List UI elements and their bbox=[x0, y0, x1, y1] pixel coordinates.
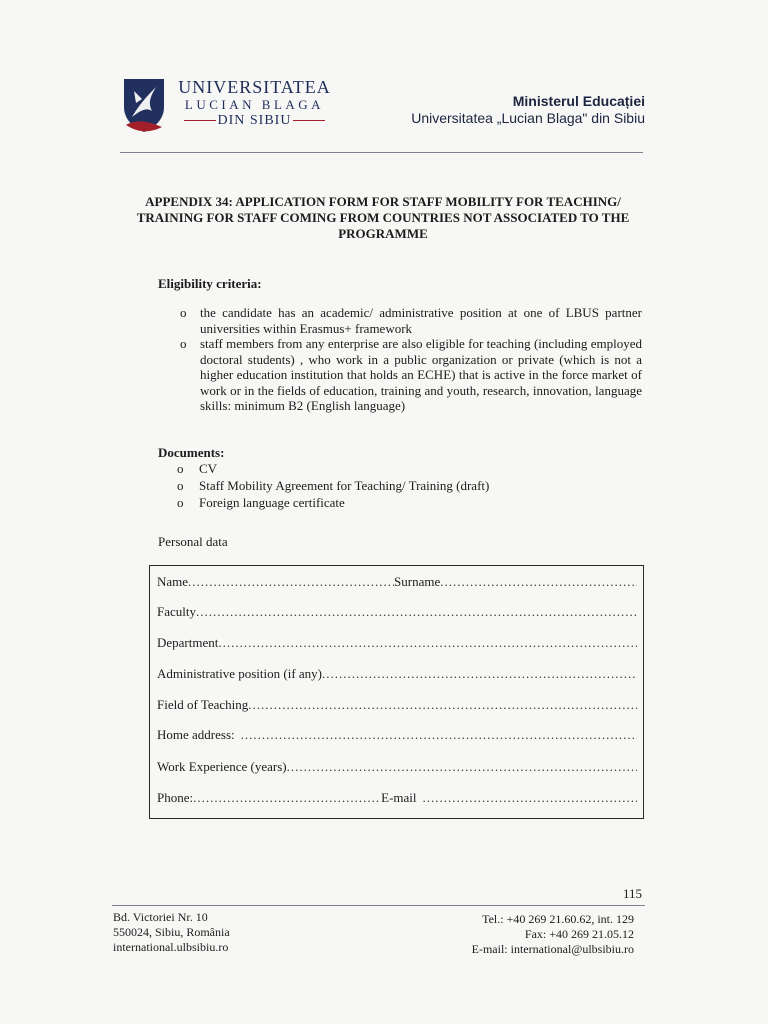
email-field[interactable] bbox=[423, 790, 637, 806]
department-label: Department bbox=[157, 635, 219, 650]
address-line: 550024, Sibiu, România bbox=[113, 925, 230, 939]
documents-list bbox=[177, 460, 489, 511]
field-of-teaching-label: Field of Teaching bbox=[157, 697, 249, 712]
website-link[interactable]: international.ulbsibiu.ro bbox=[113, 940, 229, 954]
university-name: Universitatea „Lucian Blaga" din Sibiu bbox=[411, 110, 645, 126]
ministry-header bbox=[411, 93, 645, 127]
name-label: Name bbox=[157, 574, 189, 589]
phone-email-row[interactable] bbox=[157, 790, 637, 806]
circle-bullet-icon: o bbox=[177, 461, 184, 476]
university-crest-icon bbox=[122, 77, 166, 133]
department-field[interactable] bbox=[218, 635, 637, 651]
page-number: 115 bbox=[623, 886, 643, 901]
field-of-teaching-row[interactable] bbox=[157, 697, 637, 713]
home-address-row[interactable] bbox=[157, 727, 637, 743]
footer-divider bbox=[112, 905, 645, 906]
logo-line-3: DIN SIBIU bbox=[172, 112, 337, 130]
admin-position-label: Administrative position (if any) bbox=[157, 666, 323, 681]
list-item: o CV bbox=[177, 461, 218, 476]
name-field[interactable] bbox=[188, 574, 394, 590]
surname-field[interactable] bbox=[440, 574, 637, 590]
circle-bullet-icon: o bbox=[177, 478, 184, 493]
work-experience-field[interactable] bbox=[287, 759, 637, 775]
personal-data-form bbox=[149, 565, 644, 819]
list-item: o the candidate has an academic/ administrative position at one of LBUS partner universities within Erasmus+ framework bbox=[180, 305, 642, 336]
logo-line-2: LUCIAN BLAGA bbox=[184, 97, 325, 112]
email-link[interactable]: E-mail: international@ulbsibiu.ro bbox=[471, 942, 634, 956]
email-label: E-mail bbox=[381, 790, 417, 805]
footer-contact bbox=[472, 912, 634, 957]
phone-number: Tel.: +40 269 21.60.62, int. 129 bbox=[482, 912, 634, 926]
footer-address bbox=[113, 910, 230, 955]
work-experience-label: Work Experience (years) bbox=[157, 759, 287, 774]
document-title: APPENDIX 34: APPLICATION FORM FOR STAFF MOBILITY FOR TEACHING/ TRAINING FOR STAFF COMING FROM COUNTRIES NOT ASSOCIATED TO THE PROGRAMME bbox=[136, 194, 630, 241]
field-of-teaching-field[interactable] bbox=[248, 697, 637, 713]
home-address-label: Home address: bbox=[157, 727, 235, 742]
fax-number: Fax: +40 269 21.05.12 bbox=[524, 927, 634, 941]
address-line: Bd. Victoriei Nr. 10 bbox=[113, 910, 208, 924]
list-item: o staff members from any enterprise are also eligible for teaching (including employed doctoral students) , who work in a public organization or private (which is not a higher education institution that holds an ECHE) that is active in the force market of work or in the fields of education, training and youth, research, innovation, language skills: minimum B2 (English language) bbox=[180, 336, 642, 413]
eligibility-heading: Eligibility criteria: bbox=[158, 276, 262, 291]
phone-field[interactable] bbox=[193, 790, 381, 806]
faculty-field[interactable] bbox=[196, 604, 637, 620]
faculty-label: Faculty bbox=[157, 604, 196, 619]
home-address-field[interactable] bbox=[241, 727, 637, 743]
circle-bullet-icon: o bbox=[177, 495, 184, 510]
work-experience-row[interactable] bbox=[157, 759, 637, 775]
list-item: o Foreign language certificate bbox=[177, 495, 345, 510]
list-item: o Staff Mobility Agreement for Teaching/ Training (draft) bbox=[177, 478, 490, 493]
faculty-row[interactable] bbox=[157, 604, 637, 620]
university-logo bbox=[122, 77, 332, 137]
surname-label: Surname bbox=[394, 574, 441, 589]
circle-bullet-icon: o bbox=[180, 336, 187, 351]
header-divider bbox=[120, 152, 643, 153]
admin-position-row[interactable] bbox=[157, 666, 637, 682]
admin-position-field[interactable] bbox=[322, 666, 637, 682]
circle-bullet-icon: o bbox=[180, 305, 187, 320]
name-surname-row[interactable] bbox=[157, 574, 637, 590]
personal-data-label: Personal data bbox=[158, 534, 228, 549]
phone-label: Phone: bbox=[157, 790, 194, 805]
eligibility-list bbox=[180, 305, 642, 414]
logo-line-1: UNIVERSITATEA bbox=[178, 77, 331, 97]
documents-heading: Documents: bbox=[158, 445, 225, 460]
department-row[interactable] bbox=[157, 635, 637, 651]
ministry-name: Ministerul Educației bbox=[512, 93, 645, 109]
